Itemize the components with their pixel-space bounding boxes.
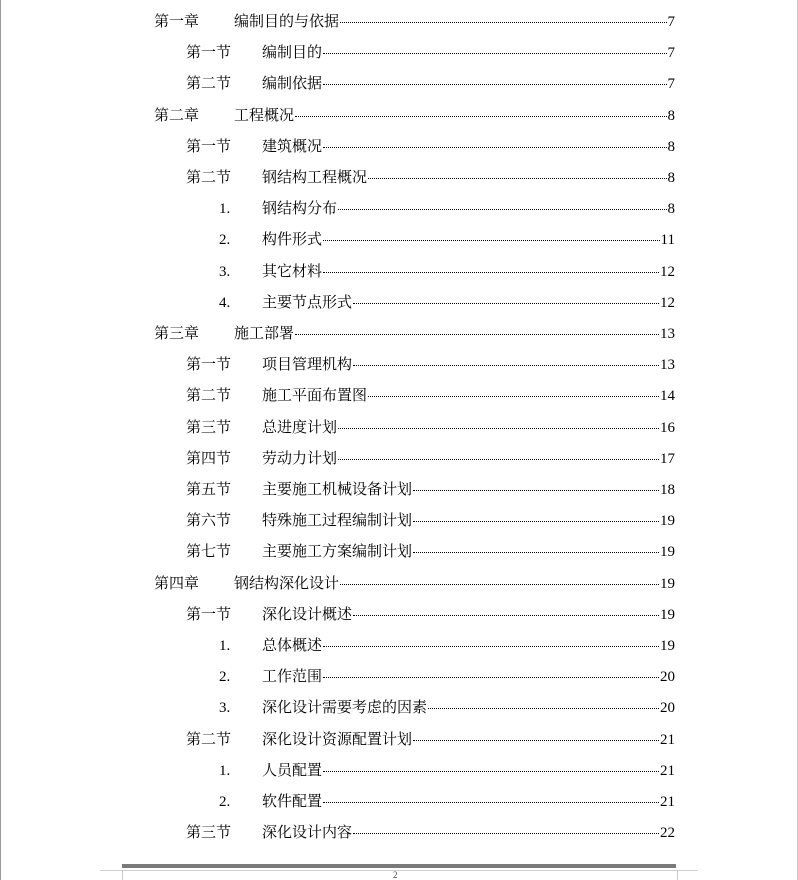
toc-entry-number: 第二章 — [154, 105, 200, 124]
toc-entry-page: 13 — [660, 357, 675, 374]
toc-entry-page: 16 — [660, 419, 675, 436]
toc-dot-leader — [413, 490, 659, 491]
toc-dot-leader — [295, 334, 659, 335]
toc-entry-page: 19 — [660, 544, 675, 561]
toc-entry-title: 主要施工方案编制计划 — [262, 542, 413, 561]
toc-dot-leader — [428, 708, 659, 709]
toc-entry-page: 20 — [660, 700, 675, 717]
toc-entry-number: 2. — [219, 794, 231, 810]
toc-entry-page: 8 — [667, 138, 675, 155]
toc-entry-number: 第三章 — [154, 324, 200, 342]
toc-entry-title: 编制目的与依据 — [234, 12, 340, 30]
toc-dot-leader — [413, 521, 659, 522]
toc-entry-level-3[interactable] — [219, 786, 675, 817]
toc-entry-level-2[interactable] — [186, 349, 675, 380]
toc-entry-number: 第一节 — [186, 355, 232, 374]
toc-entry-title: 构件形式 — [262, 230, 323, 249]
toc-entry-level-2[interactable] — [186, 380, 675, 411]
toc-entry-page: 17 — [660, 450, 675, 467]
toc-entry-level-1[interactable] — [154, 318, 675, 349]
toc-entry-title: 其它材料 — [262, 261, 323, 280]
toc-dot-leader — [353, 615, 659, 616]
toc-entry-title: 软件配置 — [262, 792, 323, 810]
toc-dot-leader — [323, 147, 666, 148]
toc-entry-title: 劳动力计划 — [262, 448, 338, 467]
toc-dot-leader — [413, 740, 659, 741]
footer-page-number: 2 — [393, 870, 398, 880]
toc-entry-title: 深化设计概述 — [262, 604, 353, 623]
toc-entry-title: 编制目的 — [262, 43, 323, 62]
toc-entry-number: 3. — [219, 263, 231, 280]
toc-dot-leader — [368, 178, 666, 179]
toc-entry-number: 第二节 — [186, 74, 232, 93]
toc-entry-number: 4. — [219, 294, 231, 311]
toc-entry-page: 18 — [660, 482, 675, 498]
toc-entry-page: 19 — [660, 513, 675, 530]
toc-entry-level-2[interactable] — [186, 162, 675, 193]
toc-entry-level-3[interactable] — [219, 755, 675, 786]
toc-dot-leader — [413, 552, 659, 553]
toc-entry-page: 14 — [660, 388, 675, 405]
toc-entry-number: 第一章 — [154, 12, 200, 30]
toc-dot-leader — [323, 677, 659, 678]
toc-entry-page: 13 — [660, 326, 675, 342]
toc-entry-level-2[interactable] — [186, 817, 675, 848]
toc-entry-level-3[interactable] — [219, 256, 675, 287]
toc-entry-number: 第四章 — [154, 573, 200, 592]
toc-entry-page: 20 — [660, 669, 675, 686]
toc-dot-leader — [368, 396, 659, 397]
toc-entry-page: 12 — [660, 294, 675, 311]
toc-entry-number: 第四节 — [186, 448, 232, 467]
toc-entry-number: 第六节 — [186, 511, 232, 530]
toc-dot-leader — [323, 240, 660, 241]
toc-entry-page: 21 — [660, 762, 675, 779]
toc-entry-title: 主要施工机械设备计划 — [262, 480, 413, 498]
toc-dot-leader — [340, 584, 659, 585]
toc-entry-title: 深化设计资源配置计划 — [262, 729, 413, 748]
toc-entry-number: 1. — [219, 201, 231, 218]
toc-entry-title: 特殊施工过程编制计划 — [262, 511, 413, 530]
toc-entry-level-1[interactable] — [154, 100, 675, 131]
toc-entry-level-2[interactable] — [186, 131, 675, 162]
toc-entry-level-2[interactable] — [186, 412, 675, 443]
toc-entry-title: 钢结构工程概况 — [262, 168, 368, 186]
toc-entry-page: 19 — [660, 606, 675, 623]
toc-entry-level-3[interactable] — [219, 224, 675, 255]
toc-entry-page: 19 — [660, 575, 675, 592]
toc-entry-number: 第五节 — [186, 480, 232, 498]
toc-dot-leader — [323, 84, 666, 85]
toc-entry-page: 7 — [667, 45, 675, 62]
toc-entry-title: 主要节点形式 — [262, 292, 353, 311]
toc-dot-leader — [323, 53, 666, 54]
toc-entry-level-2[interactable] — [186, 724, 675, 755]
toc-entry-title: 钢结构分布 — [262, 199, 338, 218]
toc-entry-page: 19 — [660, 638, 675, 654]
toc-entry-level-3[interactable] — [219, 287, 675, 318]
toc-entry-title: 项目管理机构 — [262, 355, 353, 374]
page-break-bar — [122, 864, 676, 868]
toc-entry-page: 7 — [667, 14, 675, 30]
toc-entry-title: 总进度计划 — [262, 417, 338, 436]
toc-entry-number: 第一节 — [186, 43, 232, 62]
toc-entry-page: 8 — [667, 170, 675, 186]
toc-entry-title: 工作范围 — [262, 667, 323, 686]
toc-entry-number: 第二节 — [186, 386, 232, 405]
toc-entry-level-2[interactable] — [186, 536, 675, 567]
toc-entry-number: 第一节 — [186, 604, 232, 623]
toc-entry-number: 2. — [219, 669, 231, 686]
toc-entry-number: 第三节 — [186, 823, 232, 842]
toc-entry-page: 12 — [660, 263, 675, 280]
toc-entry-page: 22 — [660, 825, 675, 842]
toc-entry-level-2[interactable] — [186, 37, 675, 68]
toc-entry-page: 8 — [667, 107, 675, 124]
toc-dot-leader — [295, 116, 666, 117]
toc-entry-number: 1. — [219, 762, 231, 779]
toc-entry-page: 8 — [667, 201, 675, 218]
toc-entry-level-2[interactable] — [186, 68, 675, 99]
toc-entry-number: 2. — [219, 232, 231, 249]
toc-entry-level-2[interactable] — [186, 505, 675, 536]
toc-entry-title: 总体概述 — [262, 636, 323, 654]
toc-dot-leader — [338, 209, 666, 210]
toc-entry-page: 21 — [660, 731, 675, 748]
toc-dot-leader — [323, 272, 659, 273]
toc-entry-page: 11 — [660, 232, 675, 249]
toc-dot-leader — [353, 833, 659, 834]
toc-entry-level-2[interactable] — [186, 599, 675, 630]
toc-entry-title: 施工部署 — [234, 324, 295, 342]
toc-entry-level-3[interactable] — [219, 193, 675, 224]
toc-entry-number: 第二节 — [186, 168, 232, 186]
toc-dot-leader — [338, 459, 659, 460]
toc-entry-level-2[interactable] — [186, 474, 675, 505]
toc-dot-leader — [323, 646, 659, 647]
toc-entry-title: 施工平面布置图 — [262, 386, 368, 405]
toc-entry-level-3[interactable] — [219, 661, 675, 692]
toc-dot-leader — [323, 802, 659, 803]
toc-entry-number: 3. — [219, 700, 231, 717]
toc-entry-level-2[interactable] — [186, 443, 675, 474]
toc-entry-title: 编制依据 — [262, 74, 323, 93]
toc-dot-leader — [353, 365, 659, 366]
toc-entry-title: 工程概况 — [234, 105, 295, 124]
toc-entry-level-3[interactable] — [219, 692, 675, 723]
toc-entry-title: 深化设计需要考虑的因素 — [262, 698, 428, 717]
toc-dot-leader — [353, 303, 659, 304]
toc-entry-number: 第三节 — [186, 417, 232, 436]
next-page-edge — [122, 871, 678, 880]
toc-entry-title: 人员配置 — [262, 760, 323, 779]
toc-entry-title: 钢结构深化设计 — [234, 573, 340, 592]
toc-entry-level-1[interactable] — [154, 6, 675, 37]
toc-entry-number: 1. — [219, 638, 231, 654]
toc-entry-level-1[interactable] — [154, 568, 675, 599]
toc-dot-leader — [338, 428, 659, 429]
toc-entry-number: 第二节 — [186, 729, 232, 748]
toc-entry-number: 第七节 — [186, 542, 232, 561]
toc-dot-leader — [340, 22, 666, 23]
toc-dot-leader — [323, 771, 659, 772]
toc-entry-level-3[interactable] — [219, 630, 675, 661]
toc-entry-title: 建筑概况 — [262, 136, 323, 155]
toc-entry-number: 第一节 — [186, 136, 232, 155]
page-left-border — [0, 0, 1, 880]
toc-entry-page: 7 — [667, 76, 675, 93]
toc-entry-title: 深化设计内容 — [262, 823, 353, 842]
toc-entry-page: 21 — [660, 794, 675, 810]
